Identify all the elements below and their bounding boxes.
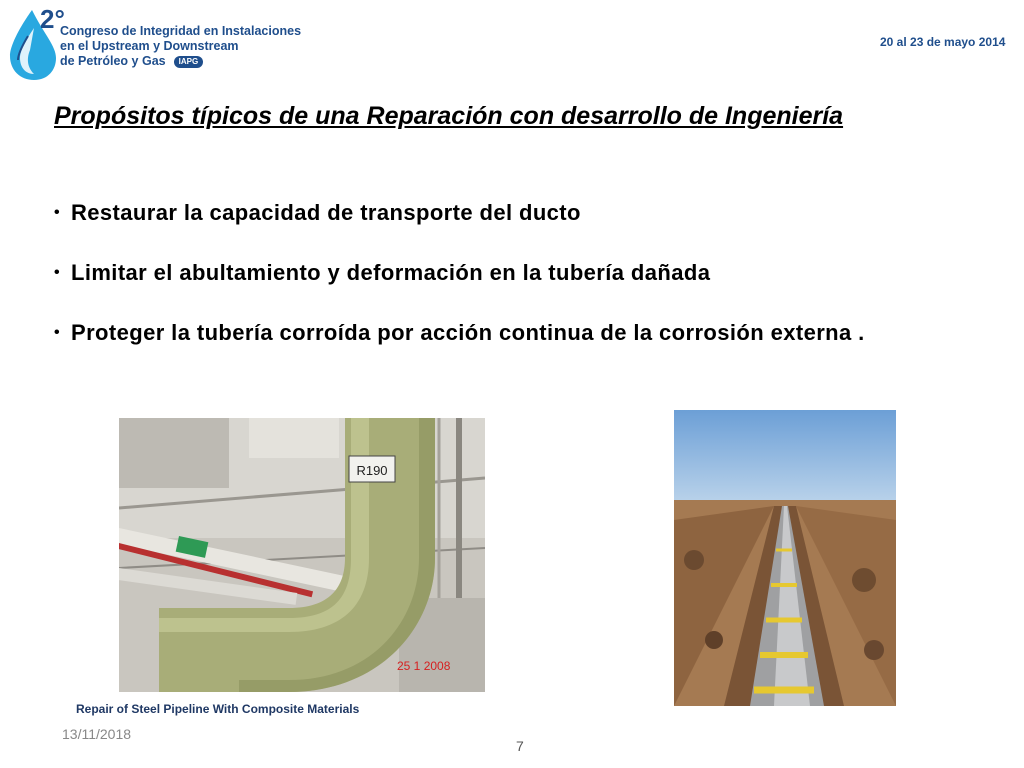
logo-line-2: en el Upstream y Downstream: [60, 39, 239, 53]
bullet-text: Proteger la tubería corroída por acción continua de la corrosión externa .: [71, 320, 865, 345]
bullet-dot-icon: •: [54, 264, 61, 281]
buried-pipeline-photo: [674, 410, 896, 706]
bullet-item: [54, 318, 874, 348]
logo-line-3-row: [60, 54, 301, 69]
slide-title: Propósitos típicos de una Reparación con desarrollo de Ingeniería: [54, 102, 844, 130]
photo-caption: Repair of Steel Pipeline With Composite Materials: [76, 702, 360, 716]
bullet-dot-icon: •: [54, 204, 61, 221]
logo-line-1: Congreso de Integridad en Instalaciones: [60, 24, 302, 38]
photo-stamp-text: 25 1 2008: [397, 659, 451, 673]
footer-date: 13/11/2018: [62, 726, 132, 742]
bullet-list: [54, 198, 874, 348]
event-date: 20 al 23 de mayo 2014: [880, 35, 1006, 49]
page-number: 7: [516, 738, 524, 754]
congress-logo: [6, 6, 316, 82]
logo-line-3: de Petróleo y Gas: [60, 54, 166, 68]
logo-text: [60, 24, 301, 69]
logo-number: 2°: [40, 4, 65, 34]
iapg-badge: IAPG: [174, 56, 204, 68]
bullet-item: [54, 198, 874, 228]
bullet-item: [54, 258, 874, 288]
pipe-tag-text: R190: [356, 463, 388, 478]
bullet-dot-icon: •: [54, 324, 61, 341]
bullet-text: Limitar el abultamiento y deformación en la tubería dañada: [71, 260, 711, 285]
bullet-text: Restaurar la capacidad de transporte del ducto: [71, 200, 581, 225]
composite-repair-photo: [119, 418, 485, 692]
